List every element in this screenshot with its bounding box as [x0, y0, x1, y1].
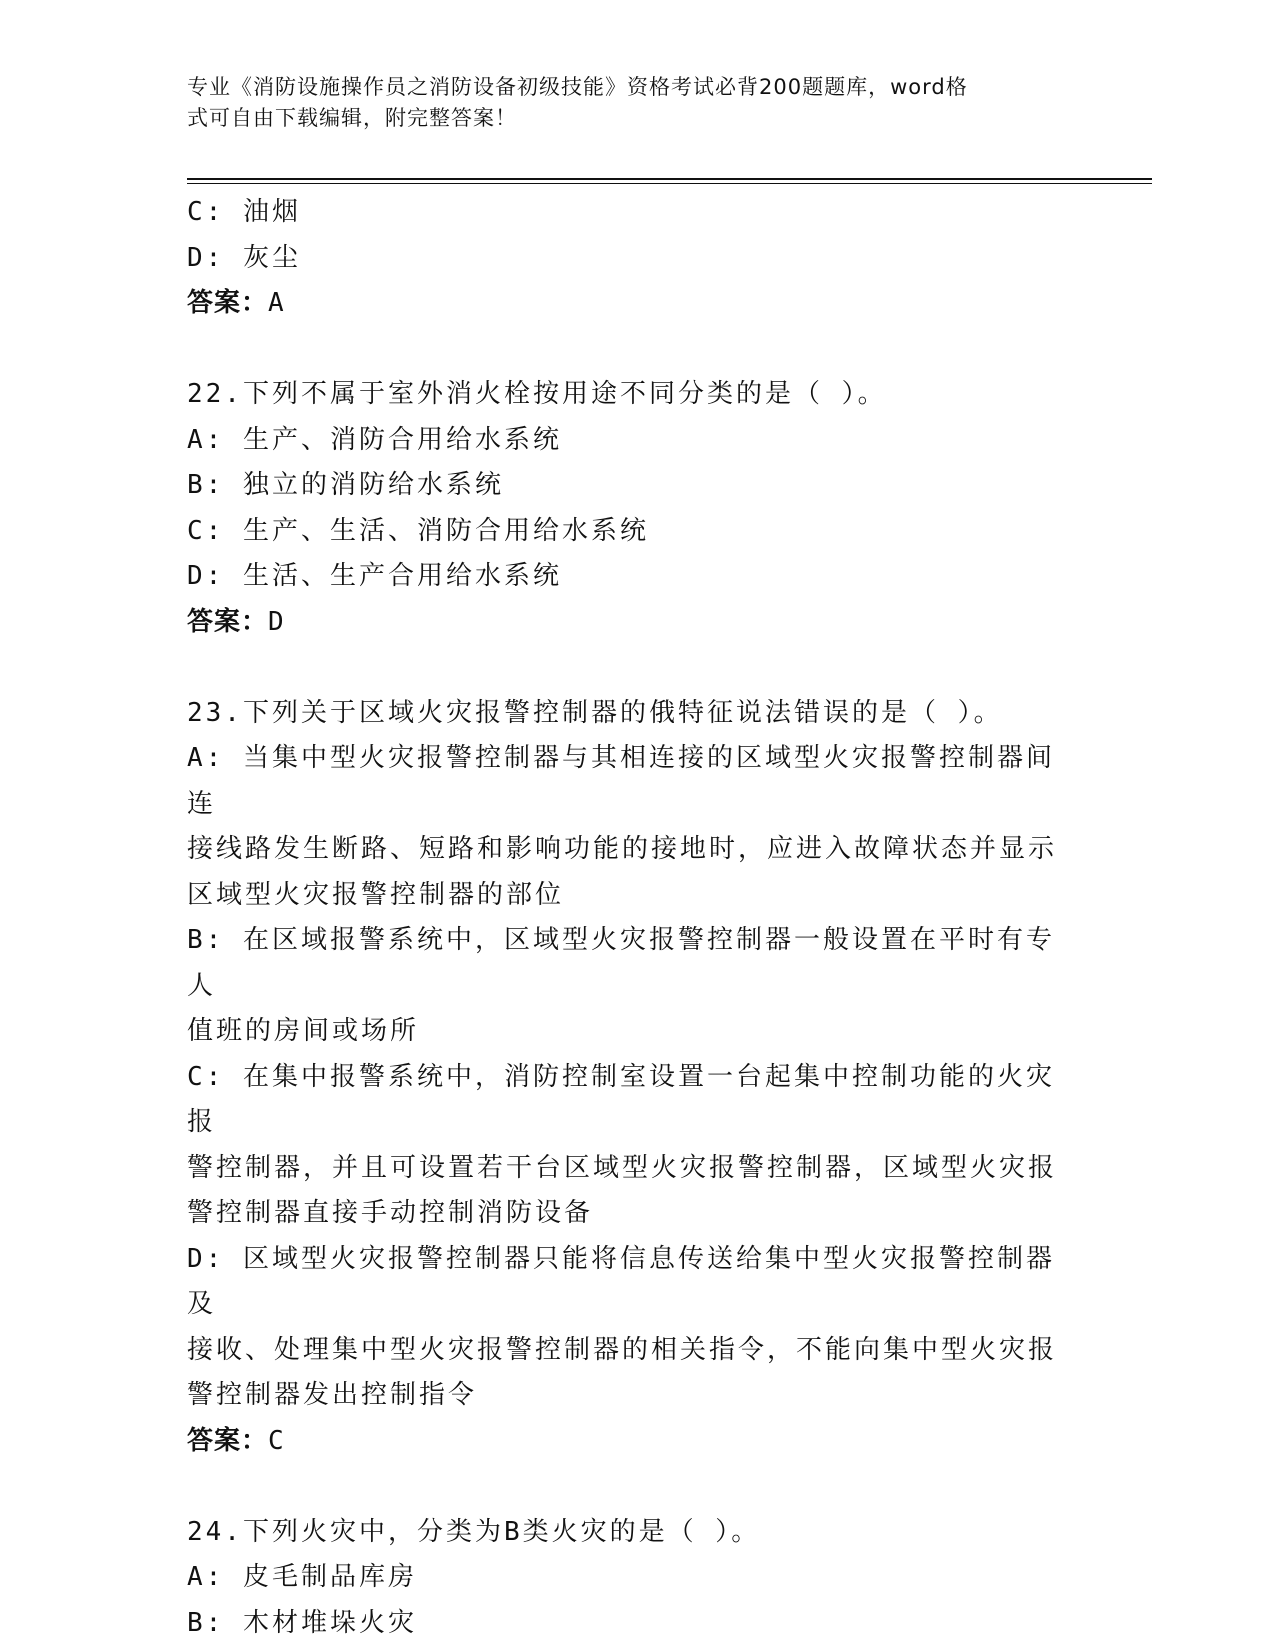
option-a [187, 1555, 1077, 1601]
option-text: 在集中报警系统中，消防控制室设置一台起集中控制功能的火灾报 [187, 1061, 1055, 1137]
option-label: D: [187, 561, 225, 591]
option-text: 生产、消防合用给水系统 [242, 424, 562, 455]
option-label: B: [187, 925, 225, 955]
option-label: C: [187, 515, 225, 546]
answer-line [187, 281, 1077, 327]
option-text: 在区域报警系统中，区域型火灾报警控制器一般设置在平时有专人 [187, 925, 1055, 1001]
option-label: C: [187, 1061, 225, 1092]
answer-value: A [268, 288, 285, 318]
option-label: B: [187, 470, 225, 500]
option-text: 木材堆垛火灾 [242, 1607, 417, 1638]
question-22 [187, 372, 1077, 645]
question-21-tail [187, 190, 1077, 327]
answer-line [187, 600, 1077, 646]
option-line: 接线路发生断路、短路和影响功能的接地时，应进入故障状态并显示 [187, 834, 1058, 864]
answer-value: C [268, 1425, 285, 1456]
option-b [187, 918, 1077, 1055]
option-label: B: [187, 1607, 225, 1638]
option-a [187, 418, 1077, 464]
option-c [187, 509, 1077, 555]
option-d [187, 554, 1077, 600]
option-d [187, 236, 1077, 282]
header-divider-thick [187, 178, 1152, 180]
option-line [187, 1237, 1077, 1328]
option-line [187, 736, 1077, 827]
option-line: 区域型火灾报警控制器的部位 [187, 879, 565, 910]
spacer [187, 327, 1077, 373]
question-stem: 23.下列关于区域火灾报警控制器的俄特征说法错误的是（ ）。 [187, 697, 1003, 728]
option-line: 接收、处理集中型火灾报警控制器的相关指令，不能向集中型火灾报 [187, 1334, 1058, 1365]
answer-label: 答案： [187, 288, 269, 318]
option-line: 值班的房间或场所 [187, 1016, 420, 1046]
answer-value: D [268, 606, 285, 637]
option-b [187, 463, 1077, 509]
option-c [187, 190, 1077, 236]
header-line-2: 式可自由下载编辑，附完整答案！ [187, 106, 517, 130]
document-header [187, 72, 1067, 134]
option-text: 灰尘 [242, 242, 301, 273]
option-label: A: [187, 1562, 225, 1592]
option-label: A: [187, 424, 225, 455]
question-stem: 22.下列不属于室外消火栓按用途不同分类的是（ ）。 [187, 379, 887, 409]
option-text: 皮毛制品库房 [242, 1562, 417, 1592]
question-24 [187, 1510, 1077, 1647]
option-line: 警控制器，并且可设置若干台区域型火灾报警控制器，区域型火灾报 [187, 1152, 1058, 1183]
answer-label: 答案： [187, 606, 269, 637]
option-text: 当集中型火灾报警控制器与其相连接的区域型火灾报警控制器间连 [187, 743, 1055, 819]
header-line-1: 专业《消防设施操作员之消防设备初级技能》资格考试必背200题题库，word格 [187, 75, 968, 99]
option-line [187, 918, 1077, 1009]
option-label: D: [187, 242, 225, 273]
option-label: C: [187, 197, 225, 227]
question-stem: 24.下列火灾中，分类为B类火灾的是（ ）。 [187, 1516, 761, 1547]
option-label: D: [187, 1243, 225, 1274]
option-text: 区域型火灾报警控制器只能将信息传送给集中型火灾报警控制器及 [187, 1243, 1055, 1319]
option-a [187, 736, 1077, 918]
option-text: 生产、生活、消防合用给水系统 [242, 515, 649, 546]
spacer [187, 1464, 1077, 1510]
spacer [187, 645, 1077, 691]
option-text: 独立的消防给水系统 [242, 470, 504, 500]
option-b [187, 1601, 1077, 1647]
answer-line [187, 1419, 1077, 1465]
header-divider-thin [187, 183, 1152, 184]
option-c [187, 1055, 1077, 1237]
question-23 [187, 691, 1077, 1465]
option-label: A: [187, 743, 225, 773]
answer-label: 答案： [187, 1425, 269, 1456]
option-line: 警控制器发出控制指令 [187, 1380, 478, 1410]
option-d [187, 1237, 1077, 1419]
option-text: 油烟 [242, 197, 301, 227]
question-content [187, 190, 1077, 1646]
option-text: 生活、生产合用给水系统 [242, 561, 562, 591]
option-line [187, 1055, 1077, 1146]
option-line: 警控制器直接手动控制消防设备 [187, 1198, 594, 1228]
